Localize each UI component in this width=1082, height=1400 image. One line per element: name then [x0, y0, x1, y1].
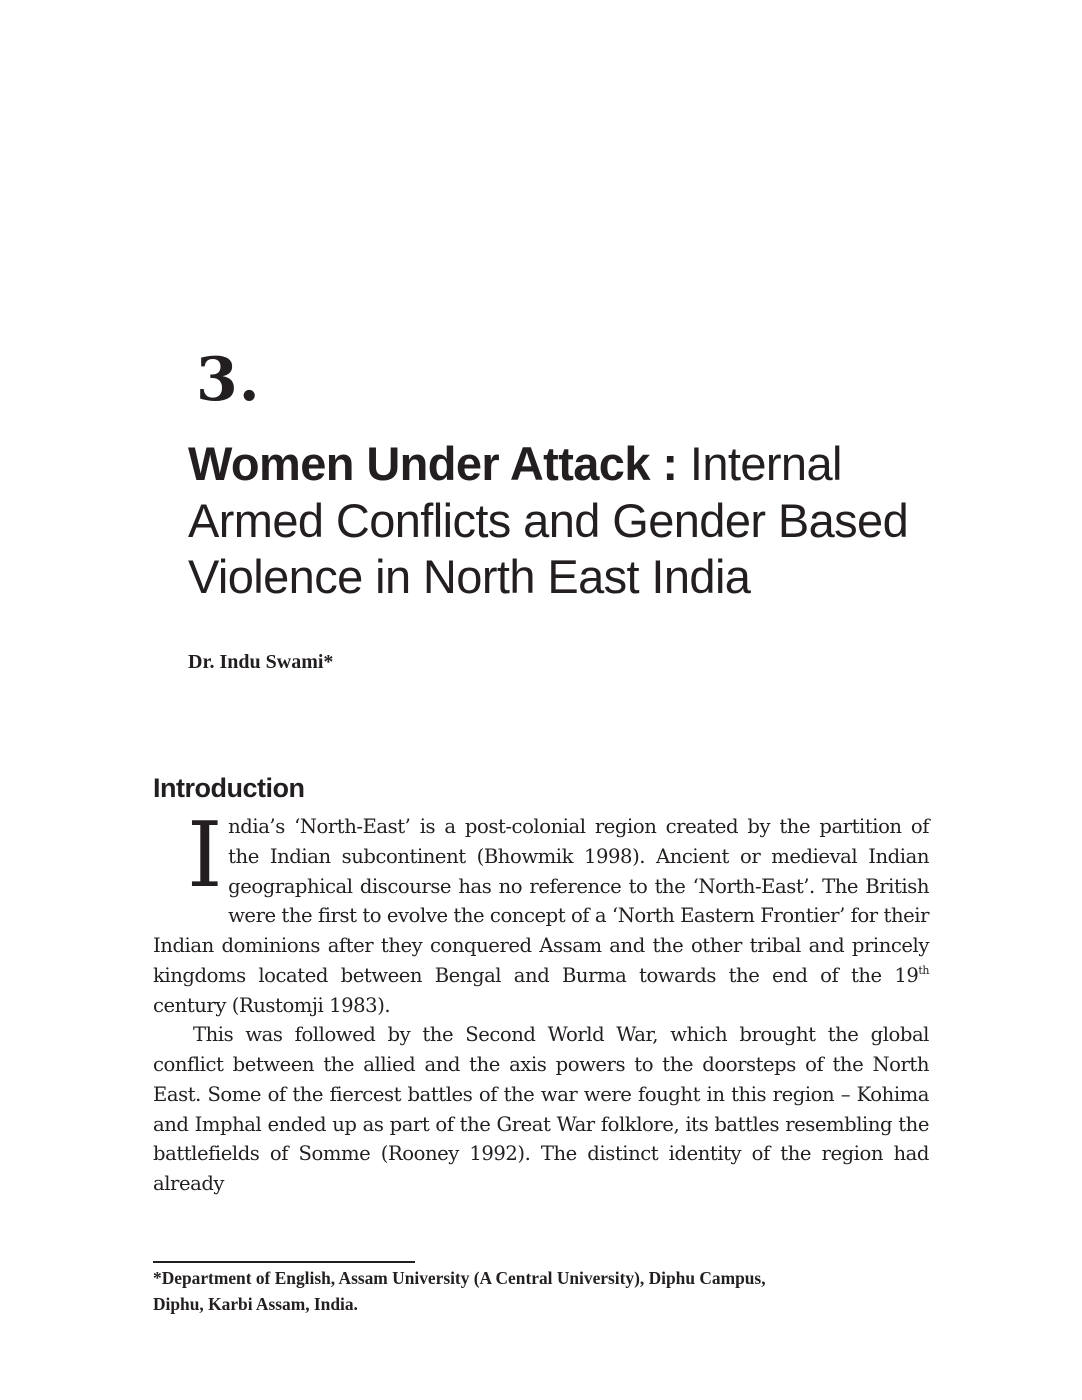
footnote-line-2: Diphu, Karbi Assam, India.: [153, 1294, 358, 1314]
paragraph-2: This was followed by the Second World War, which brought the global conflict between the allied and the axis powers to the doorsteps of the North East. Some of the fiercest battles of the war were fought in this region – Kohima and Imphal ended up as part of the Great War folklore, its battles resembling the battlefields of Somme (Rooney 1992). The distinct identity of the region had already: [153, 1023, 929, 1195]
drop-cap: I: [187, 803, 223, 908]
footnote-line-1: *Department of English, Assam University (A Central University), Diphu Campus,: [153, 1268, 766, 1288]
chapter-title-line1-rest: Internal: [677, 437, 842, 490]
paragraph-1-text-end: century (Rustomji 1983).: [153, 993, 391, 1017]
paragraph-1-text: ndia’s ‘North-East’ is a post-colonial region created by the partition of the Indian subcontinent (Bhowmik 1998). Ancient or medieval Indian geographical discourse has no reference to the ‘North-East’. The British were the first to evolve the concept of a ‘North Eastern Frontier’ for their Indian dominions after they conquered Assam and the other tribal and princely kingdoms located between Bengal and Burma towards the end of the 19: [153, 815, 929, 987]
chapter-title-line3: Violence in North East India: [188, 550, 751, 603]
chapter-title-line2: Armed Conflicts and Gender Based: [188, 493, 909, 547]
author-name: Dr. Indu Swami*: [188, 651, 334, 673]
paragraph-1: [153, 803, 929, 1020]
footnote: [153, 1265, 929, 1317]
body-text: [153, 803, 929, 1199]
superscript-th: th: [918, 963, 929, 977]
chapter-title: [188, 436, 948, 606]
chapter-title-bold: Women Under Attack :: [188, 437, 678, 490]
footnote-divider: [153, 1261, 415, 1263]
chapter-number: 3.: [196, 345, 261, 415]
section-heading: Introduction: [153, 773, 305, 803]
